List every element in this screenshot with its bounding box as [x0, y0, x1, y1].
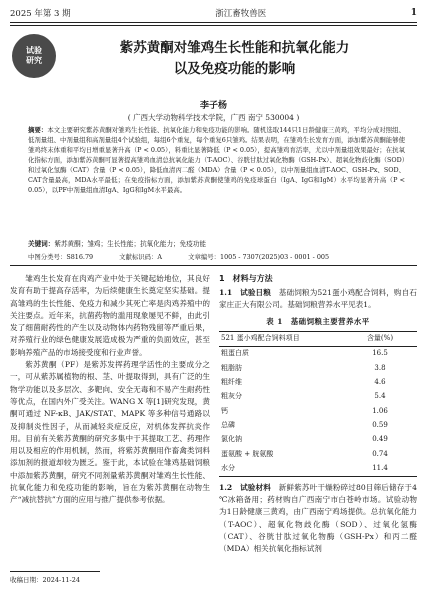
- table-cell-name: 粗纤维: [221, 378, 242, 387]
- table-row: [219, 390, 417, 404]
- table-header-item: 521 蛋小鸡配合饲料项目: [221, 334, 300, 343]
- table-row: [219, 447, 417, 461]
- issue-label: 2025 年第 3 期: [10, 9, 71, 19]
- table-cell-name: 总磷: [221, 421, 235, 429]
- subsection-1-1-title: 1.1 试验日粮: [219, 287, 272, 297]
- footnote-rule: [10, 571, 100, 572]
- subsection-1-2-text: 新鲜紫苏叶干燥粉碎过80目筛后储存于4 ℃冰箱备用；药材购自广西南宁市白苍岭市场。试验动物为1日龄健康三黄鸡，由广西南宁鸡场提供。总抗氧化能力（T-AOC）、超氧化物歧化酶（SOD）、过氧化氢酶（CAT）、谷胱甘肽过氧化物酶（GSH-Px）和丙二醛（MDA）相关抗氧化指标试剂: [219, 482, 417, 554]
- table-cell-name: 粗蛋白质: [221, 349, 249, 358]
- table-cell-value: 5.4: [374, 392, 386, 401]
- table-row: [219, 361, 417, 375]
- badge-line-2: 研究: [26, 56, 42, 65]
- header-rule-thin: [10, 25, 417, 26]
- header-rule: [10, 22, 417, 23]
- abstract: [28, 126, 405, 195]
- subsection-1-1-text: 基础饲粮为521蛋小鸡配合饲料，购自石家庄正大有限公司。基础饲粮营养水平见表1。: [219, 287, 417, 310]
- keywords: [28, 238, 405, 248]
- section-badge: [12, 34, 56, 78]
- nutrient-table: [219, 331, 417, 477]
- table-cell-value: 0.49: [372, 435, 388, 444]
- classification-line: [28, 252, 405, 261]
- paper-title: [62, 38, 407, 80]
- intro-paragraph-1: 雏鸡生长发育在肉鸡产业中处于关键起始地位，其良好发育有助于提高存活率，为后续健康生长奠定坚实基础。提高雏鸡的生长性能、免疫力和减少其死亡率是肉鸡养殖中的关注要点。近年来，抗菌药物的滥用现象屡见不鲜，由此引发了细菌耐药性的产生以及动物体内药物残留等严重后果，对养殖行业的绿色健康发展造成极为严重的负面效应，甚至影响养殖产品的市场接受度和行业声誉。: [10, 274, 210, 357]
- table-cell-value: 0.59: [372, 421, 388, 429]
- table-cell-value: 1.06: [372, 406, 388, 415]
- table-cell-name: 蛋氨酸 + 胱氨酸: [221, 449, 274, 458]
- running-header: [10, 4, 417, 22]
- table-caption: 表 1 基础饲粮主要营养水平: [266, 316, 370, 326]
- table-header-row: [219, 331, 417, 346]
- table-cell-value: 4.6: [374, 378, 386, 387]
- section-heading-1: 1 材料与方法: [219, 274, 273, 283]
- intro-paragraph-2: 紫苏黄酮（PF）是紫苏发挥药理学活性的主要成分之一，可从紫苏属植物的根、茎、叶提取得到，具有广泛的生物学功能以及多层次、多靶向、安全无毒和不易产生耐药性等优点，在国内外广受关注。WANG X 等[1]研究发现，黄酮可通过 NF-κB、JAK/STAT、MAPK 等多种信号通路以及抑制炎性因子，从而减轻炎症反应，对机体发挥抗炎作用。目前有关紫苏黄酮的研究多集中于其提取工艺、药理作用以及相应的作用机制，然而，将紫苏黄酮用作畜禽类饲料添加剂的报道却较为匮乏。鉴于此，本试验在雏鸡基础饲粮中添加紫苏黄酮，研究不同剂量紫苏黄酮对雏鸡生长性能、抗氧化能力和免疫功能的影响，旨在为紫苏黄酮在动物生产“减抗替抗”方面的应用与推广提供参考依据。: [10, 360, 210, 505]
- table-cell-value: 11.4: [372, 463, 388, 472]
- badge-line-1: 试验: [26, 46, 42, 55]
- author-name: 李子杨: [199, 101, 227, 111]
- table-header-content: 含量(%): [366, 334, 394, 343]
- section-divider: [10, 265, 417, 266]
- table-cell-value: 0.74: [372, 449, 388, 458]
- table-cell-name: 钙: [221, 406, 228, 415]
- title-line-1: 紫苏黄酮对雏鸡生长性能和抗氧化能力: [119, 40, 350, 56]
- subsection-1-1: [219, 287, 417, 312]
- subsection-1-2-title: 1.2 试验材料: [219, 482, 271, 492]
- table-cell-name: 粗灰分: [221, 392, 242, 401]
- keywords-label: 关键词：: [28, 240, 55, 248]
- clc-number: 中图分类号：S816.79: [28, 253, 94, 261]
- table-cell-name: 氯化钠: [221, 435, 242, 444]
- title-line-2: 以及免疫功能的影响: [173, 60, 296, 77]
- document-code: 文献标识码：A: [119, 253, 163, 261]
- left-column: [10, 273, 210, 507]
- table-row: [219, 376, 417, 390]
- abstract-text: 本文主要研究紫苏黄酮对雏鸡生长性能、抗氧化能力和免疫功能的影响。随机选取144只1日龄健康三黄鸡，平均分成对照组、低剂量组、中剂量组和高剂量组4个试验组，每组6个重复，每个重复6只雏鸡。结果表明，在雏鸡生长发育方面，添加紫苏黄酮能够使雏鸡终末体重和平均日增重显著升高（P < 0.05），料重比显著降低（P < 0.05），提高雏鸡育活率，尤以中剂量组效果最好；在抗氧化指标方面，添加紫苏黄酮可显著提高雏鸡血清总抗氧化能力（T-AOC）、谷胱甘肽过氧化物酶（GSH-Px）、超氧化物歧化酶（SOD）和过氧化氢酶（CAT）含量（P < 0.05），降低血清丙二醛（MDA）含量（P < 0.05），以中剂量组血清T-AOC、GSH-Px、SOD、CAT含量最高，MDA水平最低；在免疫指标方面，添加紫苏黄酮使雏鸡的免疫球蛋白（IgA、IgG和IgM）水平均显著升高（P < 0.05），以PF中剂量组血清IgA、IgG和IgM水平最高。: [28, 126, 406, 194]
- table-row: [219, 461, 417, 476]
- table-row: [219, 433, 417, 447]
- keywords-text: 紫苏黄酮；雏鸡；生长性能；抗氧化能力；免疫功能: [54, 240, 207, 248]
- journal-name: 浙江畜牧兽医: [215, 9, 267, 19]
- table-cell-name: 粗脂肪: [221, 363, 242, 372]
- received-date: 收稿日期：2024-11-24: [10, 576, 80, 584]
- table-cell-value: 16.5: [372, 349, 388, 358]
- table-row: [219, 419, 417, 433]
- table-row: [219, 346, 417, 361]
- article-number: 文章编号：1005 - 7307(2025)03 - 0001 - 005: [188, 253, 330, 261]
- abstract-label: 摘要：: [28, 126, 48, 134]
- subsection-1-2: [219, 482, 417, 556]
- page-number: 1: [410, 8, 417, 18]
- table-cell-value: 3.8: [374, 363, 386, 372]
- table-cell-name: 水分: [221, 463, 235, 472]
- right-column: [219, 273, 417, 556]
- affiliation: ( 广西大学动物科学技术学院，广西 南宁 530004 ): [127, 113, 300, 122]
- table-row: [219, 404, 417, 418]
